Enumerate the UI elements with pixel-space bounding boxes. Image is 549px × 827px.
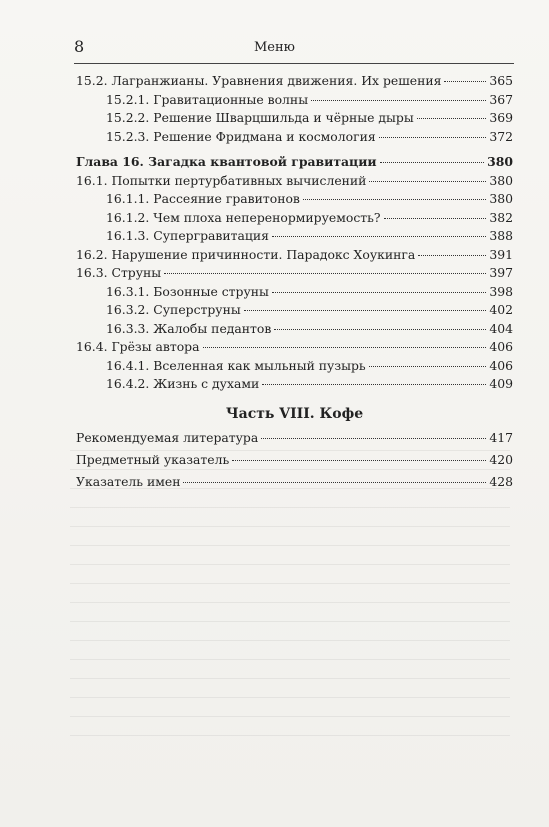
toc-entry-page: 398 bbox=[489, 283, 513, 299]
dot-leader bbox=[369, 366, 486, 367]
toc-entry-title: 16.2. Нарушение причинности. Парадокс Хоукинга bbox=[76, 246, 416, 262]
toc-entry bbox=[76, 191, 513, 210]
dot-leader bbox=[418, 255, 486, 256]
toc-entry-page: 428 bbox=[489, 473, 513, 489]
toc-entry-title: 16.3.3. Жалобы педантов bbox=[106, 320, 272, 336]
table-of-contents bbox=[76, 73, 513, 496]
toc-entry bbox=[76, 247, 513, 266]
toc-entry bbox=[76, 358, 513, 377]
part-heading: Часть VIII. Кофе bbox=[225, 405, 364, 422]
toc-entry-title: 16.3.1. Бозонные струны bbox=[106, 283, 269, 299]
dot-leader bbox=[261, 438, 486, 439]
dot-leader bbox=[311, 100, 486, 101]
toc-entry bbox=[76, 110, 513, 129]
dot-leader bbox=[444, 81, 486, 82]
toc-entry-title: 16.3.2. Суперструны bbox=[106, 302, 241, 317]
toc-entry-title: 16.1.2. Чем плоха неперенормируемость? bbox=[106, 209, 381, 225]
dot-leader bbox=[244, 310, 486, 311]
toc-entry-page: 404 bbox=[489, 320, 513, 336]
toc-entry-title: Указатель имен bbox=[76, 473, 181, 489]
toc-entry-title: Предметный указатель bbox=[76, 451, 230, 467]
toc-entry bbox=[76, 265, 513, 284]
toc-entry-page: 397 bbox=[489, 265, 513, 280]
toc-entry-page: 420 bbox=[489, 451, 513, 467]
toc-entry-page: 406 bbox=[489, 339, 513, 354]
toc-entry bbox=[76, 302, 513, 321]
dot-leader bbox=[369, 181, 486, 182]
running-title: Меню bbox=[254, 40, 295, 55]
toc-entry bbox=[76, 452, 513, 474]
toc-entry bbox=[76, 92, 513, 111]
toc-entry-page: 365 bbox=[489, 73, 513, 88]
toc-entry-title: 16.1.3. Супергравитация bbox=[106, 228, 269, 243]
toc-entry-page: 380 bbox=[489, 172, 513, 188]
page-number: 8 bbox=[74, 37, 85, 56]
dot-leader bbox=[272, 236, 486, 237]
dot-leader bbox=[379, 137, 486, 138]
toc-entry bbox=[76, 228, 513, 247]
dot-leader bbox=[203, 347, 487, 348]
dot-leader bbox=[274, 329, 486, 330]
toc-entry-title: 16.3. Струны bbox=[76, 265, 162, 280]
toc-entry-page: 417 bbox=[489, 429, 513, 445]
toc-entry bbox=[76, 339, 513, 358]
toc-entry-title: 16.4. Грёзы автора bbox=[76, 339, 200, 354]
toc-entry-title: 15.2. Лагранжианы. Уравнения движения. Их решения bbox=[76, 73, 442, 88]
toc-entry-page: 402 bbox=[489, 302, 513, 317]
header-rule bbox=[74, 63, 514, 64]
toc-entry bbox=[76, 474, 513, 496]
back-matter-entries bbox=[76, 430, 513, 496]
toc-entry-page: 380 bbox=[489, 191, 513, 206]
toc-entry-title: Глава 16. Загадка квантовой гравитации bbox=[76, 154, 377, 169]
toc-entries bbox=[76, 73, 513, 395]
toc-entry bbox=[76, 430, 513, 452]
toc-entry bbox=[76, 154, 513, 173]
toc-entry-title: Рекомендуемая литература bbox=[76, 429, 259, 445]
dot-leader bbox=[380, 162, 485, 163]
toc-entry bbox=[76, 210, 513, 229]
toc-entry bbox=[76, 129, 513, 148]
toc-entry-page: 380 bbox=[487, 154, 513, 169]
toc-entry-page: 367 bbox=[489, 91, 513, 107]
dot-leader bbox=[183, 482, 486, 483]
toc-entry-page: 382 bbox=[489, 209, 513, 225]
toc-entry-page: 369 bbox=[489, 110, 513, 125]
toc-entry-title: 15.2.3. Решение Фридмана и космология bbox=[106, 128, 376, 144]
toc-entry bbox=[76, 321, 513, 340]
dot-leader bbox=[384, 218, 486, 219]
dot-leader bbox=[417, 118, 486, 119]
dot-leader bbox=[272, 292, 486, 293]
toc-entry-page: 406 bbox=[489, 357, 513, 373]
toc-entry-title: 16.1.1. Рассеяние гравитонов bbox=[106, 191, 300, 206]
toc-entry bbox=[76, 173, 513, 192]
dot-leader bbox=[164, 273, 486, 274]
toc-entry-page: 372 bbox=[489, 128, 513, 144]
toc-entry bbox=[76, 284, 513, 303]
toc-entry bbox=[76, 73, 513, 92]
toc-entry-title: 16.4.1. Вселенная как мыльный пузырь bbox=[106, 357, 366, 373]
toc-entry-title: 16.4.2. Жизнь с духами bbox=[106, 376, 260, 391]
toc-entry-page: 391 bbox=[489, 246, 513, 262]
toc-entry bbox=[76, 376, 513, 395]
dot-leader bbox=[232, 460, 486, 461]
toc-entry-title: 16.1. Попытки пертурбативных вычислений bbox=[76, 172, 367, 188]
dot-leader bbox=[303, 199, 486, 200]
dot-leader bbox=[262, 384, 486, 385]
toc-entry-page: 388 bbox=[489, 228, 513, 243]
toc-entry-page: 409 bbox=[489, 376, 513, 391]
toc-entry-title: 15.2.1. Гравитационные волны bbox=[106, 91, 309, 107]
toc-entry-title: 15.2.2. Решение Шварцшильда и чёрные дыры bbox=[106, 110, 414, 125]
